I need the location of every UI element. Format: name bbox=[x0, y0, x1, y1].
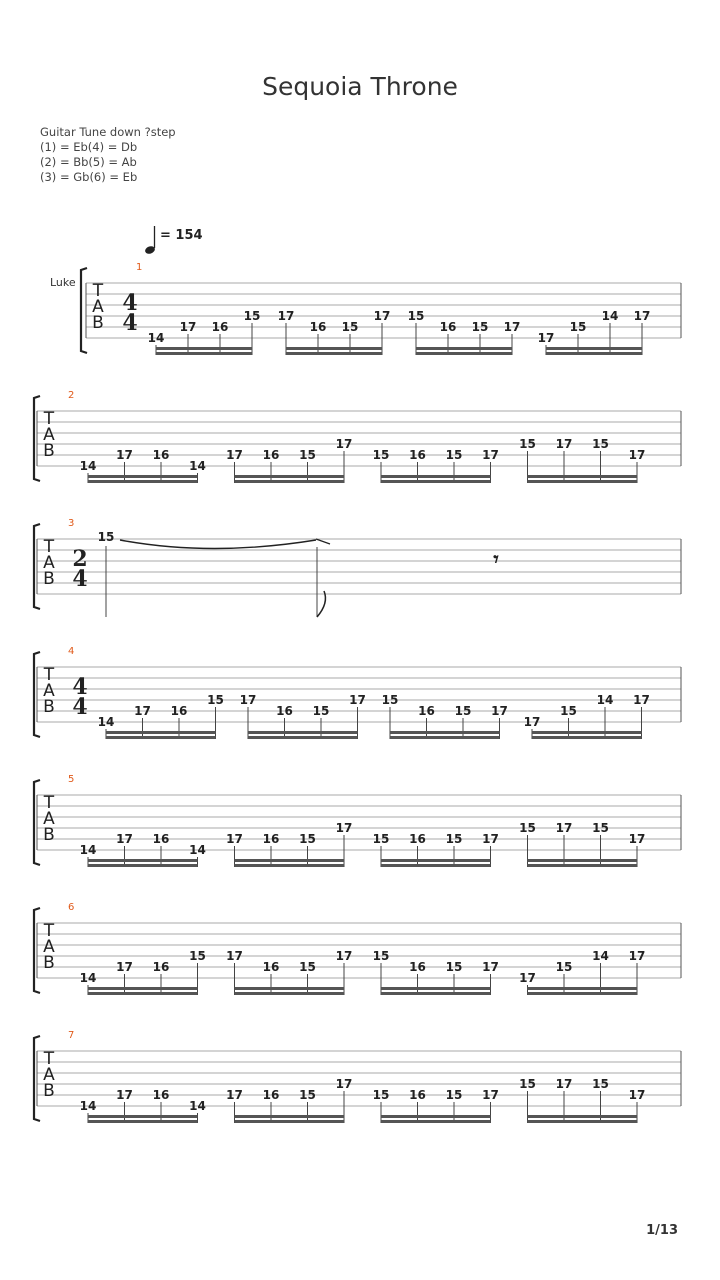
tab-systems bbox=[34, 262, 681, 1123]
beam bbox=[88, 987, 198, 990]
fret-number: 17 bbox=[628, 832, 646, 846]
beam bbox=[381, 992, 491, 995]
beam bbox=[88, 480, 198, 483]
fret-number: 15 bbox=[299, 832, 316, 846]
tab-clef-letter: A bbox=[43, 681, 55, 701]
fret-number: 16 bbox=[409, 832, 426, 846]
beam bbox=[235, 859, 345, 862]
fret-number: 15 bbox=[519, 437, 536, 451]
tuning-line: (3) = Gb(6) = Eb bbox=[40, 170, 138, 184]
fret-number: 17 bbox=[519, 971, 536, 985]
beam bbox=[286, 347, 382, 350]
measure-number: 7 bbox=[68, 1030, 75, 1041]
tab-clef-letter: T bbox=[43, 921, 55, 941]
beam bbox=[381, 864, 491, 867]
fret-number: 17 bbox=[555, 821, 573, 835]
fret-number: 15 bbox=[372, 1088, 390, 1102]
measure-number: 4 bbox=[68, 646, 75, 657]
eighth-rest-icon: 𝄾 bbox=[493, 547, 499, 571]
time-signature-bottom: 4 bbox=[72, 566, 88, 592]
tab-clef-letter: A bbox=[43, 937, 55, 957]
fret-number: 17 bbox=[373, 309, 391, 323]
fret-number: 17 bbox=[116, 448, 133, 462]
tab-clef-letter: A bbox=[43, 553, 55, 573]
fret-number: 15 bbox=[407, 309, 425, 323]
tab-system bbox=[34, 646, 681, 739]
beam bbox=[381, 987, 491, 990]
fret-number: 15 bbox=[445, 1088, 463, 1102]
measure-number: 2 bbox=[68, 390, 75, 401]
fret-number: 17 bbox=[277, 309, 295, 323]
beam bbox=[381, 480, 491, 483]
beam bbox=[235, 480, 345, 483]
fret-number: 16 bbox=[262, 832, 280, 846]
beam bbox=[528, 1115, 638, 1118]
page-number: 1/13 bbox=[646, 1223, 678, 1238]
beam bbox=[528, 1120, 638, 1123]
fret-number: 15 bbox=[207, 693, 224, 707]
fret-number: 15 bbox=[381, 693, 399, 707]
eighth-flag-icon bbox=[317, 591, 325, 617]
fret-number: 17 bbox=[482, 960, 499, 974]
fret-number: 17 bbox=[226, 832, 243, 846]
fret-number: 16 bbox=[262, 960, 280, 974]
fret-number: 15 bbox=[560, 704, 577, 718]
tempo-marking bbox=[144, 226, 202, 255]
fret-number: 16 bbox=[309, 320, 327, 334]
fret-number: 15 bbox=[445, 960, 463, 974]
beam bbox=[88, 859, 198, 862]
beam bbox=[528, 475, 638, 478]
beam bbox=[156, 347, 252, 350]
beam bbox=[106, 731, 216, 734]
fret-number: 17 bbox=[335, 1077, 353, 1091]
beam bbox=[528, 480, 638, 483]
beam bbox=[390, 736, 500, 739]
tempo-value: = 154 bbox=[160, 228, 203, 243]
fret-number: 17 bbox=[335, 949, 353, 963]
fret-number: 15 bbox=[299, 448, 316, 462]
fret-number: 16 bbox=[409, 448, 426, 462]
fret-number: 17 bbox=[628, 1088, 646, 1102]
tuning-line: (1) = Eb(4) = Db bbox=[40, 140, 138, 154]
tab-clef-letter: B bbox=[43, 953, 55, 973]
measure-number: 6 bbox=[68, 902, 75, 913]
beam bbox=[416, 352, 512, 355]
time-signature-top: 2 bbox=[72, 546, 88, 572]
fret-number: 16 bbox=[409, 1088, 426, 1102]
tab-system bbox=[34, 390, 681, 483]
fret-number: 17 bbox=[335, 821, 353, 835]
tie-end bbox=[316, 539, 330, 544]
fret-number: 14 bbox=[189, 459, 206, 473]
fret-number: 16 bbox=[262, 1088, 280, 1102]
fret-number: 16 bbox=[152, 1088, 170, 1102]
fret-number: 17 bbox=[482, 832, 499, 846]
fret-number: 17 bbox=[116, 1088, 133, 1102]
beam bbox=[235, 475, 345, 478]
fret-number: 15 bbox=[592, 821, 609, 835]
fret-number: 16 bbox=[439, 320, 457, 334]
fret-number: 17 bbox=[482, 1088, 499, 1102]
beam bbox=[528, 859, 638, 862]
beam bbox=[528, 864, 638, 867]
fret-number: 15 bbox=[592, 1077, 609, 1091]
beam bbox=[235, 987, 345, 990]
fret-number: 16 bbox=[418, 704, 435, 718]
fret-number: 14 bbox=[79, 971, 97, 985]
fret-number: 17 bbox=[537, 331, 555, 345]
tab-clef-letter: A bbox=[43, 1065, 55, 1085]
tab-clef-letter: B bbox=[43, 569, 55, 589]
fret-number: 14 bbox=[189, 843, 206, 857]
fret-number: 16 bbox=[152, 832, 170, 846]
beam bbox=[235, 864, 345, 867]
beam bbox=[528, 987, 638, 990]
beam bbox=[381, 475, 491, 478]
fret-number: 15 bbox=[189, 949, 206, 963]
beam bbox=[88, 1120, 198, 1123]
fret-number: 15 bbox=[454, 704, 472, 718]
beam bbox=[532, 731, 642, 734]
fret-number: 15 bbox=[299, 1088, 316, 1102]
fret-number: 15 bbox=[555, 960, 573, 974]
fret-number: 15 bbox=[592, 437, 609, 451]
fret-number: 14 bbox=[97, 715, 115, 729]
beam bbox=[156, 352, 252, 355]
tab-clef-letter: B bbox=[43, 825, 55, 845]
fret-number: 17 bbox=[226, 949, 243, 963]
fret-number: 15 bbox=[341, 320, 359, 334]
fret-number: 15 bbox=[519, 821, 536, 835]
fret-number: 16 bbox=[211, 320, 229, 334]
beam bbox=[88, 992, 198, 995]
fret-number: 17 bbox=[226, 1088, 243, 1102]
beam bbox=[546, 347, 642, 350]
tie-arc bbox=[120, 540, 316, 549]
fret-number: 17 bbox=[116, 832, 133, 846]
fret-number: 17 bbox=[226, 448, 243, 462]
tab-system bbox=[34, 902, 681, 995]
fret-number: 15 bbox=[471, 320, 489, 334]
fret-number: 15 bbox=[569, 320, 587, 334]
fret-number: 14 bbox=[79, 1099, 97, 1113]
tab-clef-letter: A bbox=[43, 809, 55, 829]
fret-number: 15 bbox=[243, 309, 261, 323]
fret-number: 15 bbox=[97, 530, 115, 544]
fret-number: 17 bbox=[628, 949, 646, 963]
fret-number: 16 bbox=[409, 960, 426, 974]
tab-clef-letter: B bbox=[92, 313, 104, 333]
fret-number: 15 bbox=[445, 832, 463, 846]
fret-number: 16 bbox=[170, 704, 188, 718]
beam bbox=[390, 731, 500, 734]
fret-number: 17 bbox=[116, 960, 133, 974]
tab-clef-letter: A bbox=[92, 297, 104, 317]
beam bbox=[235, 992, 345, 995]
fret-number: 17 bbox=[134, 704, 151, 718]
time-signature-top: 4 bbox=[72, 674, 88, 700]
beam bbox=[235, 1120, 345, 1123]
fret-number: 14 bbox=[189, 1099, 206, 1113]
fret-number: 15 bbox=[299, 960, 316, 974]
tuning-line: (2) = Bb(5) = Ab bbox=[40, 155, 137, 169]
fret-number: 17 bbox=[349, 693, 366, 707]
fret-number: 16 bbox=[152, 960, 170, 974]
beam bbox=[381, 1115, 491, 1118]
fret-number: 17 bbox=[633, 693, 650, 707]
tab-system bbox=[34, 774, 681, 867]
tab-clef-letter: T bbox=[43, 409, 55, 429]
fret-number: 15 bbox=[312, 704, 330, 718]
beam bbox=[381, 1120, 491, 1123]
measure-number: 5 bbox=[68, 774, 75, 785]
tuning-header: Guitar Tune down ?step bbox=[40, 125, 176, 139]
beam bbox=[532, 736, 642, 739]
beam bbox=[286, 352, 382, 355]
fret-number: 17 bbox=[555, 437, 573, 451]
beam bbox=[381, 859, 491, 862]
time-signature-top: 4 bbox=[122, 290, 138, 316]
fret-number: 16 bbox=[152, 448, 170, 462]
fret-number: 17 bbox=[503, 320, 521, 334]
fret-number: 16 bbox=[276, 704, 293, 718]
beam bbox=[248, 731, 358, 734]
beam bbox=[88, 475, 198, 478]
beam bbox=[88, 1115, 198, 1118]
tab-clef-letter: B bbox=[43, 1081, 55, 1101]
fret-number: 17 bbox=[491, 704, 508, 718]
tab-clef-letter: T bbox=[43, 537, 55, 557]
time-signature-bottom: 4 bbox=[72, 694, 88, 720]
beam bbox=[528, 992, 638, 995]
fret-number: 16 bbox=[262, 448, 280, 462]
beam bbox=[546, 352, 642, 355]
fret-number: 17 bbox=[179, 320, 197, 334]
fret-number: 14 bbox=[596, 693, 614, 707]
fret-number: 17 bbox=[239, 693, 257, 707]
tab-system bbox=[34, 518, 681, 617]
beam bbox=[416, 347, 512, 350]
beam bbox=[248, 736, 358, 739]
fret-number: 17 bbox=[633, 309, 651, 323]
fret-number: 15 bbox=[445, 448, 463, 462]
fret-number: 15 bbox=[372, 949, 390, 963]
beam bbox=[106, 736, 216, 739]
tab-clef-letter: T bbox=[43, 1049, 55, 1069]
track-name: Luke bbox=[50, 276, 76, 289]
tab-clef-letter: T bbox=[92, 281, 104, 301]
beam bbox=[235, 1115, 345, 1118]
beam bbox=[88, 864, 198, 867]
fret-number: 15 bbox=[372, 448, 390, 462]
time-signature-bottom: 4 bbox=[122, 310, 138, 336]
tab-clef-letter: A bbox=[43, 425, 55, 445]
tab-clef-letter: T bbox=[43, 665, 55, 685]
fret-number: 17 bbox=[628, 448, 646, 462]
fret-number: 17 bbox=[523, 715, 541, 729]
fret-number: 14 bbox=[601, 309, 619, 323]
fret-number: 17 bbox=[335, 437, 353, 451]
measure-number: 1 bbox=[136, 262, 143, 273]
tab-clef-letter: B bbox=[43, 441, 55, 461]
tab-clef-letter: B bbox=[43, 697, 55, 717]
fret-number: 14 bbox=[147, 331, 165, 345]
tab-system bbox=[34, 1030, 681, 1123]
tab-clef-letter: T bbox=[43, 793, 55, 813]
fret-number: 15 bbox=[372, 832, 390, 846]
fret-number: 14 bbox=[592, 949, 609, 963]
fret-number: 17 bbox=[555, 1077, 573, 1091]
measure-number: 3 bbox=[68, 518, 75, 529]
fret-number: 14 bbox=[79, 843, 97, 857]
fret-number: 17 bbox=[482, 448, 499, 462]
tab-system bbox=[81, 262, 681, 355]
song-title: Sequoia Throne bbox=[262, 72, 458, 101]
fret-number: 15 bbox=[519, 1077, 536, 1091]
fret-number: 14 bbox=[79, 459, 97, 473]
